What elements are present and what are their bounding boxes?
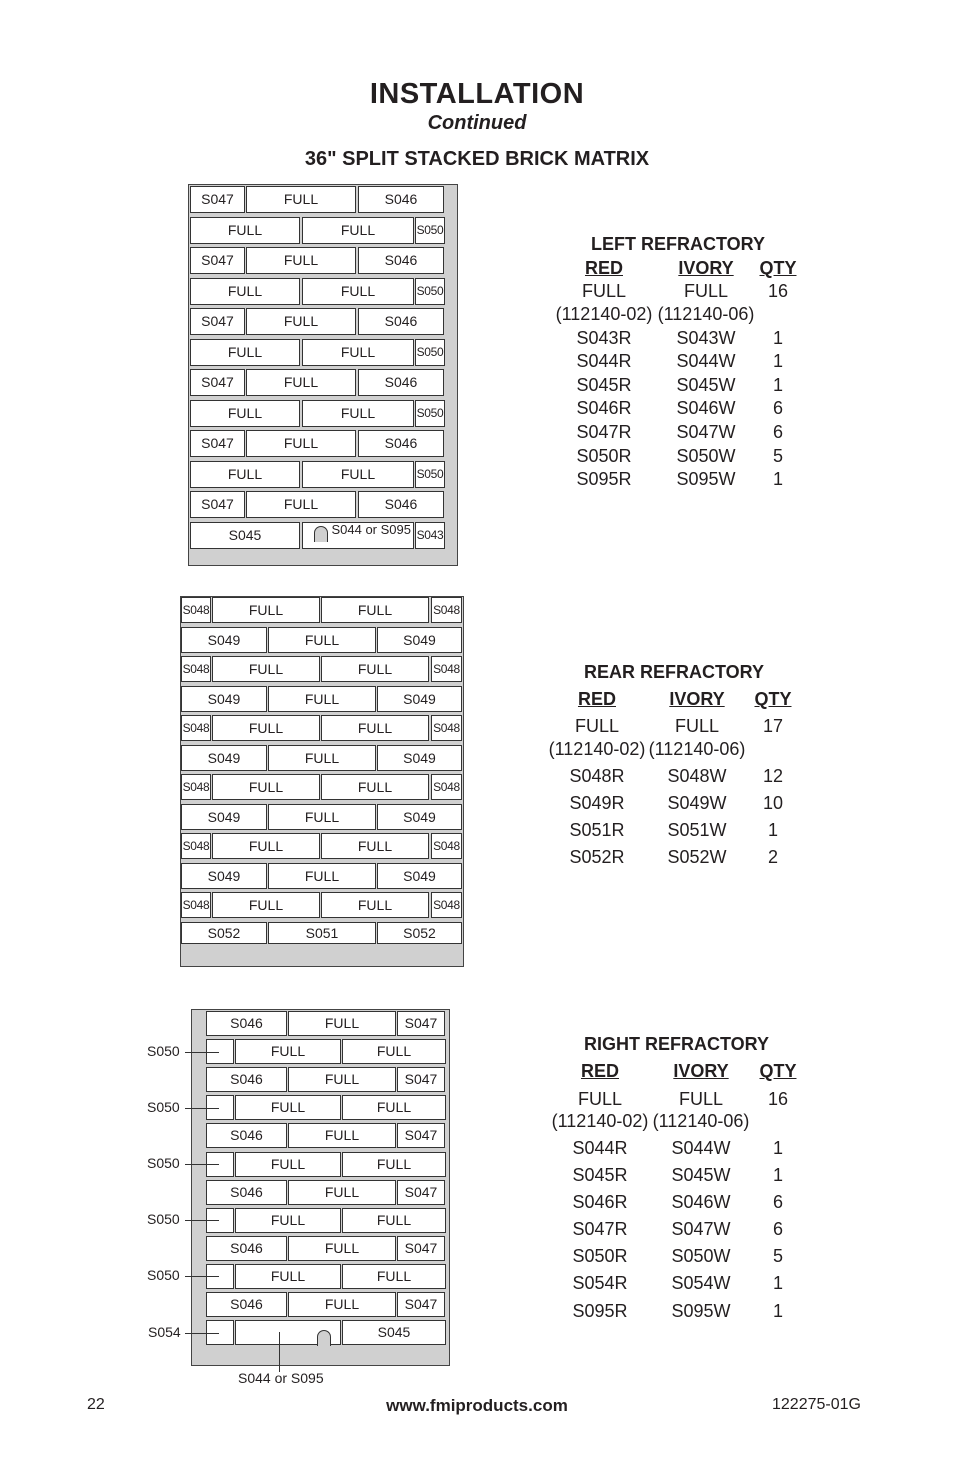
right-notch-icon [317,1330,331,1346]
right-brick: S047 [397,1236,445,1261]
table-cell-left: S044W [676,351,736,371]
right-side-label: S054 [148,1323,181,1340]
right-brick: S047 [397,1123,445,1148]
table-cell-right: S044W [671,1138,731,1158]
left-brick: FULL [190,278,300,305]
left-brick: FULL [246,308,356,335]
website-link[interactable]: www.fmiproducts.com [386,1396,568,1415]
right-brick: FULL [342,1264,446,1289]
left-brick: FULL [246,369,356,396]
table-header-left: RED [584,258,623,278]
rear-brick: FULL [321,892,429,918]
left-brick: S050 [415,400,445,427]
table-cell-right: 1 [772,1165,783,1185]
rear-brick: FULL [212,715,320,741]
table-cell-right: S046W [671,1192,731,1212]
rear-brick: S048 [431,892,462,918]
right-brick: S047 [397,1067,445,1092]
left-brick: FULL [302,217,414,244]
left-brick: S047 [190,186,245,213]
table-cell-right: 5 [772,1246,783,1266]
table-cell-rear: S049W [667,793,727,813]
rear-brick: S048 [431,597,462,623]
right-brick: FULL [342,1152,446,1177]
left-brick: S047 [190,369,245,396]
rear-brick: S048 [431,774,462,800]
right-brick: S045 [342,1320,446,1345]
table-cell-left: 6 [772,398,783,418]
table-cell-rear: S049R [569,793,625,813]
right-side-label: S050 [147,1155,180,1171]
rear-brick: S049 [181,745,267,771]
rear-brick: S049 [377,686,462,712]
table-cell-left: 1 [772,328,783,348]
right-brick: S046 [206,1011,287,1036]
table-cell-left: S050W [676,446,736,466]
left-brick: FULL [190,339,300,366]
table-cell-rear: 12 [762,766,784,786]
table-cell-right: FULL [678,1089,723,1109]
table-cell-rear: S048R [569,766,625,786]
table-cell-left: 1 [772,469,783,489]
rear-brick: FULL [268,686,376,712]
right-brick: FULL [235,1095,341,1120]
table-cell-rear: S052R [569,847,625,867]
table-header-rear: RED [577,689,616,709]
table-cell-right: S045W [671,1165,731,1185]
right-brick: FULL [235,1264,341,1289]
page-number: 22 [87,1396,105,1413]
rear-brick: S048 [181,656,211,682]
rear-brick: S048 [181,774,211,800]
table-cell-right: S095W [671,1301,731,1321]
table-cell-left: (112140-02) [555,304,653,324]
right-brick: FULL [342,1039,446,1064]
left-brick: FULL [302,461,414,488]
table-cell-right: 1 [772,1138,783,1158]
table-cell-right: 1 [772,1301,783,1321]
right-bottom-label: S044 or S095 [238,1370,324,1386]
table-cell-right: S045R [572,1165,628,1185]
left-brick: FULL [190,400,300,427]
left-brick: S046 [358,186,444,213]
rear-brick: FULL [321,715,429,741]
right-brick: S046 [206,1067,287,1092]
rear-brick: FULL [268,863,376,889]
right-brick: FULL [342,1208,446,1233]
right-brick: S046 [206,1123,287,1148]
right-brick: FULL [288,1180,396,1205]
rear-brick: S049 [377,745,462,771]
right-brick: S047 [397,1011,445,1036]
left-brick: FULL [246,430,356,457]
left-brick: S046 [358,308,444,335]
rear-brick: FULL [268,745,376,771]
leader-line [279,1332,280,1372]
rear-brick: S048 [431,715,462,741]
table-cell-left: S095R [576,469,632,489]
table-cell-rear: (112140-06) [648,739,746,759]
rear-brick: FULL [212,774,320,800]
table-cell-left: S045W [676,375,736,395]
rear-brick: FULL [212,892,320,918]
table-cell-right: S047R [572,1219,628,1239]
right-side-label: S050 [147,1211,180,1228]
table-cell-right: S047W [671,1219,731,1239]
left-brick: S050 [415,278,445,305]
table-header-right: RED [580,1061,619,1081]
table-cell-rear: 2 [767,847,778,867]
table-cell-right: S044R [572,1138,628,1158]
table-cell-left: S045R [576,375,632,395]
right-brick: S047 [397,1180,445,1205]
table-cell-left: S043R [576,328,632,348]
table-header-left: QTY [759,258,797,278]
table-header-right: QTY [759,1061,797,1081]
left-brick: S046 [358,369,444,396]
leader-line [185,1052,219,1053]
table-cell-rear: 17 [762,716,784,736]
left-brick: S047 [190,430,245,457]
rear-brick: S052 [181,922,267,944]
rear-brick: FULL [321,833,429,859]
table-header-rear: IVORY [669,689,725,709]
table-cell-right: (112140-02) [551,1111,649,1131]
table-cell-left: S050R [576,446,632,466]
right-side-label: S050 [147,1098,180,1115]
right-brick: S046 [206,1180,287,1205]
rear-brick: S048 [431,656,462,682]
rear-brick: FULL [268,627,376,653]
rear-brick: S051 [268,922,376,944]
rear-brick: FULL [321,656,429,682]
leader-line [185,1164,219,1165]
leader-line [185,1333,219,1334]
left-brick: S046 [358,247,444,274]
left-brick: S047 [190,308,245,335]
left-brick: FULL [302,278,414,305]
table-cell-rear: 1 [767,820,778,840]
left-brick: S050 [415,461,445,488]
right-brick: FULL [342,1095,446,1120]
table-header-rear: QTY [754,689,792,709]
left-brick: S047 [190,491,245,518]
left-brick: FULL [190,217,300,244]
left-brick: S045 [190,522,300,549]
table-header-right: IVORY [673,1061,729,1081]
rear-brick: S052 [377,922,462,944]
left-brick: S046 [358,491,444,518]
table-cell-left: 1 [772,375,783,395]
table-cell-right: S054R [572,1273,628,1293]
table-cell-left: S044R [576,351,632,371]
rear-brick: S048 [181,715,211,741]
right-side-label: S050 [147,1042,180,1059]
document-number: 122275-01G [772,1396,861,1413]
rear-brick: S049 [181,863,267,889]
table-cell-rear: S051W [667,820,727,840]
page-subtitle: Continued [427,112,527,134]
left-brick: FULL [190,461,300,488]
right-brick: FULL [288,1292,396,1317]
rear-brick: S049 [181,804,267,830]
rear-brick: FULL [212,833,320,859]
table-title-right: RIGHT REFRACTORY [584,1034,770,1054]
leader-line [185,1220,219,1221]
table-cell-right: S095R [572,1301,628,1321]
table-cell-rear: S052W [667,847,727,867]
left-brick: S050 [415,217,445,244]
left-brick: FULL [302,400,414,427]
table-cell-right: 6 [772,1192,783,1212]
table-title-rear: REAR REFRACTORY [584,662,765,682]
right-brick: S046 [206,1236,287,1261]
table-cell-rear: S051R [569,820,625,840]
left-notch-icon [314,526,328,542]
table-cell-right: 1 [772,1273,783,1293]
table-cell-left: (112140-06) [657,304,755,324]
right-brick: FULL [288,1011,396,1036]
left-brick: FULL [246,247,356,274]
rear-brick: FULL [212,597,320,623]
table-header-left: IVORY [678,258,734,278]
leader-line [185,1108,219,1109]
table-cell-right: S054W [671,1273,731,1293]
left-brick: FULL [246,186,356,213]
rear-brick: S049 [181,686,267,712]
left-brick: S043 [415,522,445,549]
table-cell-left: 5 [772,446,783,466]
table-cell-left: S046R [576,398,632,418]
right-brick: S047 [397,1292,445,1317]
right-brick: FULL [288,1067,396,1092]
right-brick: FULL [235,1152,341,1177]
table-cell-rear: S048W [667,766,727,786]
right-brick: FULL [288,1236,396,1261]
rear-brick: FULL [321,774,429,800]
table-cell-left: S047R [576,422,632,442]
page-title: INSTALLATION [369,78,585,110]
table-cell-rear: FULL [674,716,719,736]
left-brick: S044 or S095 [302,522,414,549]
table-cell-left: FULL [683,281,728,301]
rear-brick: S048 [181,597,211,623]
table-cell-left: 1 [772,351,783,371]
matrix-title: 36" SPLIT STACKED BRICK MATRIX [304,148,650,170]
table-cell-rear: 10 [762,793,784,813]
right-brick: S046 [206,1292,287,1317]
rear-brick: S049 [181,627,267,653]
left-brick: FULL [302,339,414,366]
right-brick: FULL [235,1208,341,1233]
right-brick: FULL [288,1123,396,1148]
table-cell-right: S050W [671,1246,731,1266]
table-cell-left: S046W [676,398,736,418]
table-cell-rear: FULL [574,716,619,736]
table-cell-right: (112140-06) [652,1111,750,1131]
rear-brick: FULL [212,656,320,682]
table-cell-left: 6 [772,422,783,442]
rear-brick: S049 [377,804,462,830]
table-cell-right: FULL [577,1089,622,1109]
table-cell-right: S050R [572,1246,628,1266]
table-cell-left: S043W [676,328,736,348]
leader-line [185,1276,219,1277]
rear-brick: S049 [377,863,462,889]
left-brick: S047 [190,247,245,274]
left-brick: S046 [358,430,444,457]
rear-brick: S048 [431,833,462,859]
left-brick: S050 [415,339,445,366]
table-cell-left: 16 [767,281,789,301]
table-cell-right: S046R [572,1192,628,1212]
rear-brick: S048 [181,833,211,859]
left-brick: FULL [246,491,356,518]
table-title-left: LEFT REFRACTORY [591,234,765,254]
table-cell-right: 6 [772,1219,783,1239]
rear-brick: S049 [377,627,462,653]
table-cell-left: FULL [581,281,626,301]
rear-brick: FULL [321,597,429,623]
rear-brick: S048 [181,892,211,918]
rear-brick: FULL [268,804,376,830]
table-cell-rear: (112140-02) [548,739,646,759]
table-cell-left: S095W [676,469,736,489]
right-brick: FULL [235,1039,341,1064]
right-side-label: S050 [147,1267,180,1284]
table-cell-right: 16 [767,1089,789,1109]
table-cell-left: S047W [676,422,736,442]
